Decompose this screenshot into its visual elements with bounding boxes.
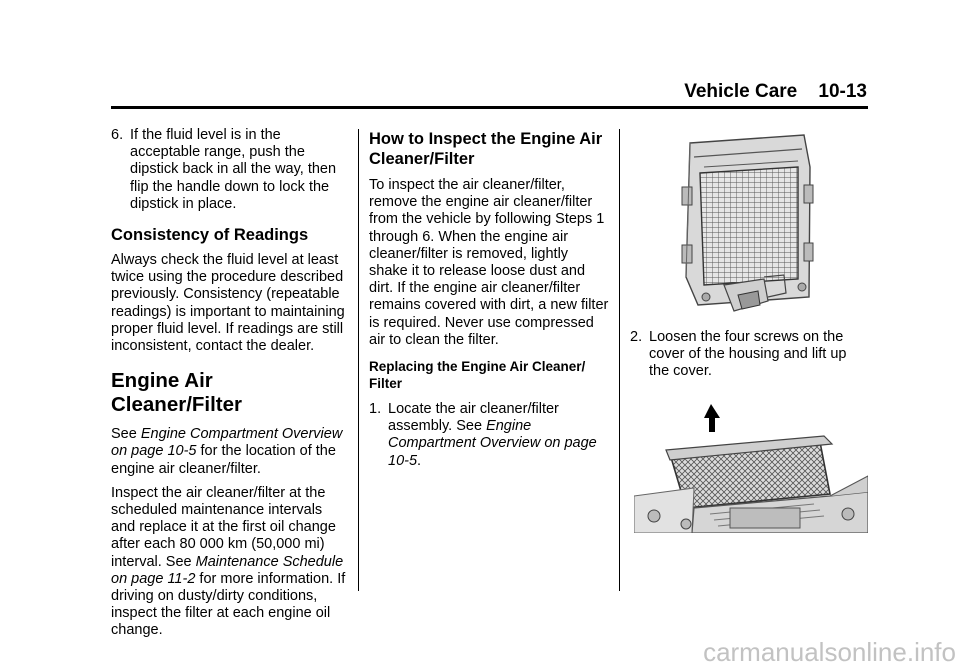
consistency-heading: Consistency of Readings: [111, 226, 309, 245]
replacing-heading: Replacing the Engine Air Cleaner/ Filter: [369, 359, 586, 391]
column-1: [111, 127, 347, 640]
air-cleaner-housing-illustration: [634, 127, 868, 320]
step-1-suffix: .: [417, 452, 422, 469]
see-reference-link[interactable]: Engine Compartment Overview on page 10-5: [111, 426, 343, 460]
column-divider-1: [358, 129, 359, 591]
step-2-text: Loosen the four screws on the cover of the housing and lift up the cover.: [649, 329, 847, 380]
step-6-number: 6.: [111, 127, 124, 143]
lift-cover-illustration: [634, 396, 868, 533]
see-suffix: for the location of the engine air cleaner/filter.: [111, 443, 336, 477]
step-1-text: [388, 401, 609, 470]
see-prefix: See: [111, 426, 141, 443]
header-section: Vehicle Care: [684, 81, 798, 102]
step-6-text: If the fluid level is in the acceptable range, push the dipstick back in all the way, then flip the handle down to lock the dipstick in place.: [130, 127, 337, 212]
header-title: [660, 81, 867, 103]
step-2: [630, 329, 868, 381]
inspect-suffix: for more information. If driving on dusty/dirty conditions, inspect the filter at each engine oil change.: [111, 570, 346, 639]
column-2: [369, 129, 609, 470]
filter-heading: Engine Air Cleaner/Filter: [111, 369, 243, 417]
step-1-number: 1.: [369, 401, 382, 418]
step-6: [111, 127, 347, 213]
column-divider-2: [619, 129, 620, 591]
how-to-inspect-heading: How to Inspect the Engine Air Cleaner/Filter: [369, 130, 603, 168]
step-1: [369, 401, 609, 470]
see-paragraph: [111, 426, 347, 478]
step-2-number: 2.: [630, 329, 643, 345]
watermark: carmanualsonline.info: [703, 637, 956, 667]
step-1-prefix: Locate the air cleaner/filter assembly. See: [388, 401, 559, 435]
consistency-paragraph: Always check the fluid level at least twice using the procedure described previously. Consistency (repeatable readings) is important to maintaining proper fluid level. If readings are still inconsistent, contact the dealer.: [111, 252, 345, 355]
inspect-paragraph: [111, 485, 347, 640]
step-1-reference-link[interactable]: Engine Compartment Overview on page 10-5: [388, 418, 597, 469]
how-to-inspect-paragraph: To inspect the air cleaner/filter, remove the engine air cleaner/filter from the vehicle by following Steps 1 through 6. When the engine air cleaner/filter is removed, lightly shake it to release loose dust and dirt. If the engine air cleaner/filter remains covered with dirt, a new filter is required. Never use compressed air to clean the filter.: [369, 177, 609, 348]
header-rule: [111, 106, 868, 109]
column-3: [630, 329, 868, 381]
maintenance-reference-link[interactable]: Maintenance Schedule on page 11-2: [111, 553, 344, 587]
inspect-prefix: Inspect the air cleaner/filter at the scheduled maintenance intervals and replace it at the first oil change after each 80 000 km (50,000 mi) interval. See: [111, 484, 336, 570]
header-page-number: 10-13: [818, 81, 867, 102]
